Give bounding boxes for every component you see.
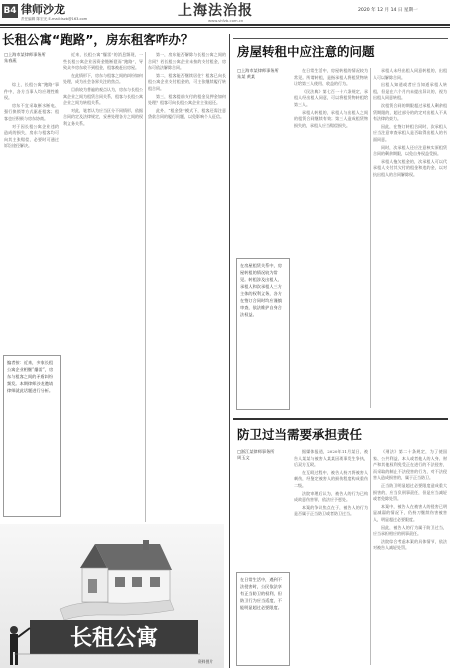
- paragraph: 在此情形下，房东与租客之间的纠纷如何处理，成为社会各界关注的焦点。: [63, 72, 143, 85]
- paragraph: 目前较为普遍的观点认为，房东与长租公寓企业之间为租赁合同关系，租客与长租公寓企业之间为转租关系。: [63, 86, 143, 106]
- photo-illustration: [0, 524, 224, 668]
- sign-text: 长租公寓: [69, 626, 159, 651]
- right-bottom-side-note: 在日常生活中，遇到不法侵害时，公民依法享有正当防卫的权利，但防卫行为应当适度，不能明显超过必要限度。: [240, 577, 282, 610]
- right-top-note-box: [236, 258, 290, 410]
- paragraph: 正当防卫明显超过必要限度造成重大损害的，应当负刑事责任，但是应当减轻或者免除处罚。: [373, 482, 447, 502]
- paragraph: 第三，租客提前支付的租金及押金如何处理？租客可向长租公寓企业主张退还。: [148, 93, 226, 106]
- byline-author: 朱春燕: [4, 58, 17, 63]
- paragraph: 法院审理后认为，被告人的行为已构成故意伤害罪，依法应予惩处。: [294, 490, 368, 503]
- paragraph: 本案的争议焦点在于，被告人的行为是否属于正当防卫或者防卫过当。: [294, 504, 368, 517]
- left-col-2: [148, 52, 226, 522]
- right-top-col-1: [294, 68, 368, 408]
- right-top-title: 房屋转租中应注意的问题: [237, 44, 375, 59]
- right-bottom-col-2: [373, 449, 447, 665]
- paragraph: 在互殴过程中，被告人持刀将被害人刺伤，经鉴定被害人的损伤程度构成重伤二级。: [294, 469, 368, 488]
- masthead-url: www.shfzb.com.cn: [208, 18, 244, 23]
- editors-line: 责任编辑 陈宏光 E-mail:lszb@163.com: [21, 17, 88, 21]
- house-icon: [80, 540, 172, 604]
- byline-org: □上海市某律师事务所: [4, 52, 46, 57]
- paragraph: 《刑法》第二十条规定，为了使国家、公共利益、本人或者他人的人身、财产和其他权利免受正在进行的不法侵害，而采取的制止不法侵害的行为，对不法侵害人造成损害的，属于正当防卫。: [373, 449, 447, 481]
- paragraph: 此外，“租金贷”模式下，租客还需注意贷款合同的履行问题，以免影响个人征信。: [148, 107, 226, 120]
- paragraph: 对于因长租公寓企业违约造成的损失，房东与租客均可向其主张赔偿，必要时可通过诉讼途径解决。: [4, 123, 59, 149]
- byline-author: 朱某 黄某: [237, 74, 256, 79]
- column-divider: [370, 68, 371, 408]
- paragraph: 房东不宜采取断水断电、强行换锁等方式驱赶租客；租客也应积极与房东协商。: [4, 102, 59, 121]
- right-bottom-note-box: [236, 572, 290, 666]
- paragraph: 因此，在签订转租合同时，次承租人应当注意审查承租人是否取得出租人的书面同意。: [373, 123, 447, 142]
- paragraph: 第一，房东能否解除与长租公寓之间的合同？若长租公寓企业未按约支付租金，房东可依法解除合同。: [148, 52, 226, 71]
- byline-org: □上海市某律师事务所: [237, 68, 279, 73]
- left-article-title: 长租公寓“跑路”，房东租客咋办？: [2, 32, 194, 47]
- paragraph: 出租人知道或者应当知道承租人转租，但是在六个月内未提出异议的，视为出租人同意转租。: [373, 82, 447, 101]
- right-bottom-rule: [233, 418, 448, 420]
- paragraph: 据媒体报道，2020年11月某日，被告人某某与被害人某某因琐事发生争执，后双方互殴。: [294, 449, 368, 468]
- paragraph: 承租人转租的，承租人与出租人之间的租赁合同继续有效；第三人造成租赁物损失的，承租人应当赔偿损失。: [294, 109, 368, 128]
- byline-author: 周玉文: [237, 455, 250, 460]
- left-col-1-top: [4, 82, 59, 337]
- left-article-byline: [4, 52, 59, 64]
- paragraph: 在日常生活中，房屋转租的情况较为常见。所谓转租，是指承租人将租赁物转让给第三人使用、收益的行为。: [294, 68, 368, 87]
- paragraph: 近来，长租公寓“爆雷”的消息频现，一些长租公寓企业因资金链断裂而“跑路”，导致众多房东收不到租金，租客被赶出房屋。: [63, 52, 143, 71]
- masthead: 上海法治报: [178, 3, 253, 19]
- paragraph: 次租赁合同的期限超过承租人剩余租赁期限的，超过部分的约定对出租人不具有法律约束力。: [373, 102, 447, 122]
- article-photo: [0, 524, 224, 668]
- right-top-col-2: [373, 68, 447, 408]
- left-col-1: [63, 52, 143, 522]
- paragraph: 对此，笔者认为应当区分不同情形，依据合同约定及法律规定，妥善处理各方之间的权利义务关系。: [63, 107, 143, 126]
- section-badge: B4: [3, 6, 17, 16]
- header-rule-thin: [0, 27, 450, 28]
- right-bottom-byline: [237, 449, 291, 461]
- paragraph: 本案中，被告人在被害人的侵害已明显减弱的情况下，仍持刀继续伤害被害人，明显超过必要限度。: [373, 503, 447, 522]
- paragraph: 承租人拖欠租金的，次承租人可以代承租人支付其欠付的租金和违约金，以对抗出租人的合同解除权。: [373, 158, 447, 177]
- column-divider: [145, 52, 146, 522]
- paragraph: 《民法典》第七百一十六条规定，承租人经出租人同意，可以将租赁物转租给第三人。: [294, 88, 368, 107]
- paragraph: 承租人未经出租人同意转租的，出租人可以解除合同。: [373, 68, 447, 80]
- byline-org: □浙江某律师事务所: [237, 449, 275, 454]
- paragraph: 同时，次承租人还应注意核实原租赁合同的剩余期限，以免自身权益受损。: [373, 144, 447, 157]
- column-divider: [370, 449, 371, 665]
- right-top-byline: [237, 68, 291, 80]
- paragraph: 第二，租客能否继续居住？租客已向长租公寓企业支付租金的，可主张继续履行转租合同。: [148, 72, 226, 91]
- paragraph: 综上，长租公寓“跑路”事件中，各方当事人均应理性维权。: [4, 82, 59, 101]
- left-editor-note-box: [3, 355, 61, 517]
- right-top-rule: [233, 38, 448, 39]
- left-editor-note: 编者按：近来，多家长租公寓企业相继“爆雷”，房东与租客之间的矛盾纠纷频发。本期律师沙龙邀请律师就此话题进行分析。: [7, 360, 54, 393]
- section-title: 律师沙龙: [21, 3, 65, 16]
- header-rule: [0, 24, 450, 26]
- right-bottom-col-1: [294, 449, 368, 665]
- page-divider: [229, 34, 230, 668]
- photo-credit: 资料图片: [198, 659, 214, 664]
- right-top-side-note: 在房屋租赁关系中，房屋转租的情况较为常见。转租涉及出租人、承租人和次承租人三方主体的权利义务，各方在签订合同时均应谨慎审查，依法维护自身合法权益。: [240, 263, 282, 317]
- issue-date: 2020 年 12 月 14 日 星期一: [358, 8, 418, 13]
- paragraph: 因此，被告人的行为属于防卫过当，应当承担相应的刑事责任。: [373, 524, 447, 537]
- paragraph: 法院综合考虑本案的具体情节，依法对被告人减轻处罚。: [373, 538, 447, 551]
- right-bottom-title: 防卫过当需要承担责任: [237, 427, 363, 442]
